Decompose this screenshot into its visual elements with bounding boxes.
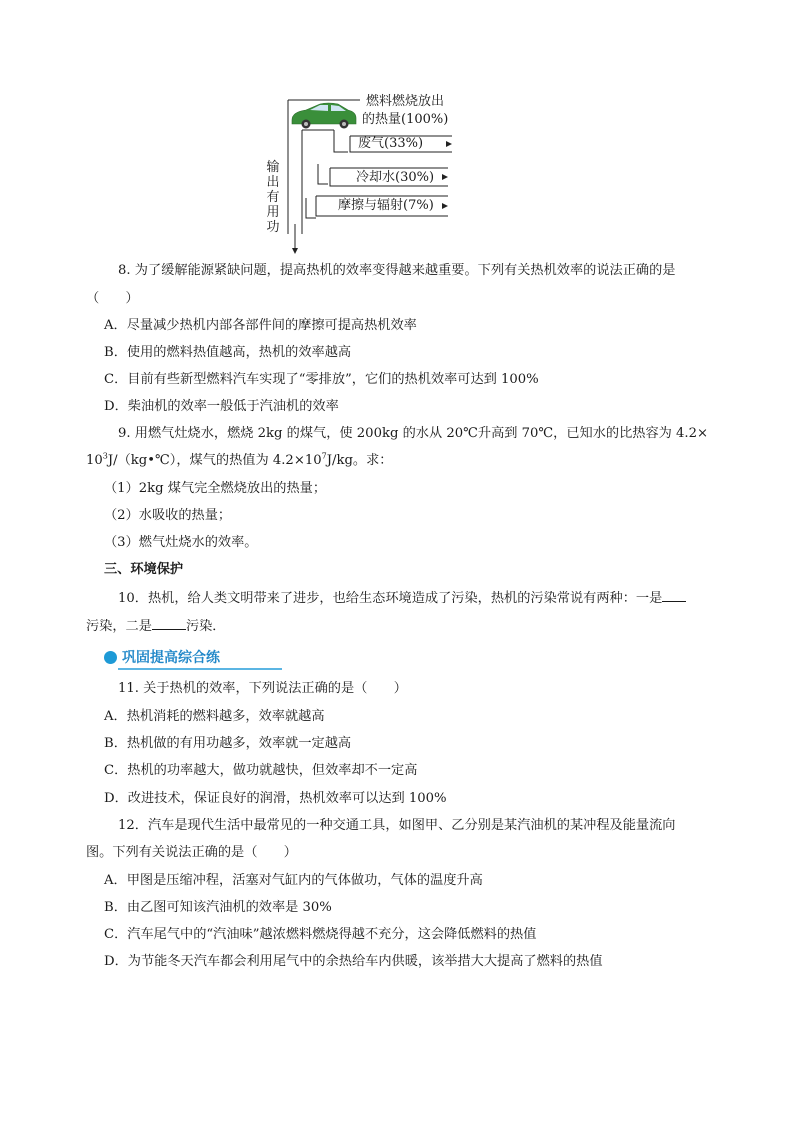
arrow-icon-1 bbox=[446, 141, 452, 147]
arrow-icon-2 bbox=[442, 174, 448, 180]
arrow-down-icon bbox=[292, 248, 298, 254]
q11-stem: 11. 关于热机的效率，下列说法正确的是（ ） bbox=[118, 681, 407, 696]
q8-option-a: A．尽量减少热机内部各部件间的摩擦可提高热机效率 bbox=[104, 318, 417, 333]
q10-line-1: 10．热机，给人类文明带来了进步，也给生态环境造成了污染，热机的污染常说有两种：一是 bbox=[118, 588, 794, 608]
arrow-icon-3 bbox=[442, 203, 448, 209]
q11-option-d: D．改进技术，保证良好的润滑，热机效率可以达到 100% bbox=[104, 791, 447, 806]
q12-option-b: B．由乙图可知该汽油机的效率是 30% bbox=[104, 900, 332, 915]
q12-option-a: A．甲图是压缩冲程，活塞对气缸内的气体做功，气体的温度升高 bbox=[104, 873, 483, 888]
q12-stem-2: 图。下列有关说法正确的是（ ） bbox=[86, 845, 297, 860]
q8-stem-2: （ ） bbox=[86, 291, 139, 306]
q8-stem-1: 8. 为了缓解能源紧缺问题，提高热机的效率变得越来越重要。下列有关热机效率的说法正确的是 bbox=[118, 263, 676, 278]
energy-flow-diagram bbox=[262, 94, 462, 254]
branch-label-friction: 摩擦与辐射(7%) bbox=[338, 198, 434, 213]
q10-blank-1[interactable] bbox=[662, 588, 686, 602]
branch-label-cooling-water: 冷却水(30%) bbox=[356, 170, 435, 185]
section-3-title: 三、环境保护 bbox=[104, 562, 184, 577]
q12-option-c: C．汽车尾气中的“汽油味”越浓燃料燃烧得越不充分，这会降低燃料的热值 bbox=[104, 927, 537, 942]
source-label-2: 的热量(100%) bbox=[362, 112, 449, 127]
q12-option-d: D．为节能冬天汽车都会利用尾气中的余热给车内供暖，该举措大大提高了燃料的热值 bbox=[104, 954, 603, 969]
q9-part-1: （1）2kg 煤气完全燃烧放出的热量； bbox=[104, 481, 327, 496]
practice-section-header bbox=[104, 648, 280, 670]
source-label-1: 燃料燃烧放出 bbox=[366, 94, 445, 109]
q8-option-c: C．目前有些新型燃料汽车实现了“零排放”，它们的热机效率可达到 100% bbox=[104, 372, 539, 387]
q8-option-b: B．使用的燃料热值越高，热机的效率越高 bbox=[104, 345, 352, 360]
q11-option-b: B．热机做的有用功越多，效率就一定越高 bbox=[104, 736, 352, 751]
q9-part-2: （2）水吸收的热量； bbox=[104, 508, 232, 523]
q10-line-2: 污染，二是 污染． bbox=[86, 616, 794, 636]
q10-blank-2[interactable] bbox=[152, 616, 186, 630]
car-icon bbox=[292, 103, 356, 129]
section-underline bbox=[118, 668, 282, 670]
q9-part-3: （3）燃气灶烧水的效率。 bbox=[104, 535, 258, 550]
q9-stem-1: 9. 用燃气灶烧水，燃烧 2kg 的煤气，使 200kg 的水从 20℃升高到 70℃，已知水的比热容为 4.2× bbox=[118, 426, 709, 441]
q9-stem-2: $10^3J/(kg•℃)$，煤气的热值为 $4.2\times 10^7J/kg$。求： bbox=[86, 451, 393, 468]
q8-option-d: D．柴油机的效率一般低于汽油机的效率 bbox=[104, 399, 339, 414]
q11-option-c: C．热机的功率越大，做功就越快，但效率却不一定高 bbox=[104, 763, 418, 778]
branch-label-waste-gas: 废气(33%) bbox=[358, 136, 424, 151]
bullet-dot-icon bbox=[104, 651, 117, 664]
q11-option-a: A．热机消耗的燃料越多，效率就越高 bbox=[104, 709, 325, 724]
q12-stem-1: 12．汽车是现代生活中最常见的一种交通工具，如图甲、乙分别是某汽油机的某冲程及能量流向 bbox=[118, 818, 676, 833]
output-label: 输 出 有 用 功 bbox=[266, 160, 280, 235]
practice-section-title: 巩固提高综合练 bbox=[122, 650, 220, 666]
